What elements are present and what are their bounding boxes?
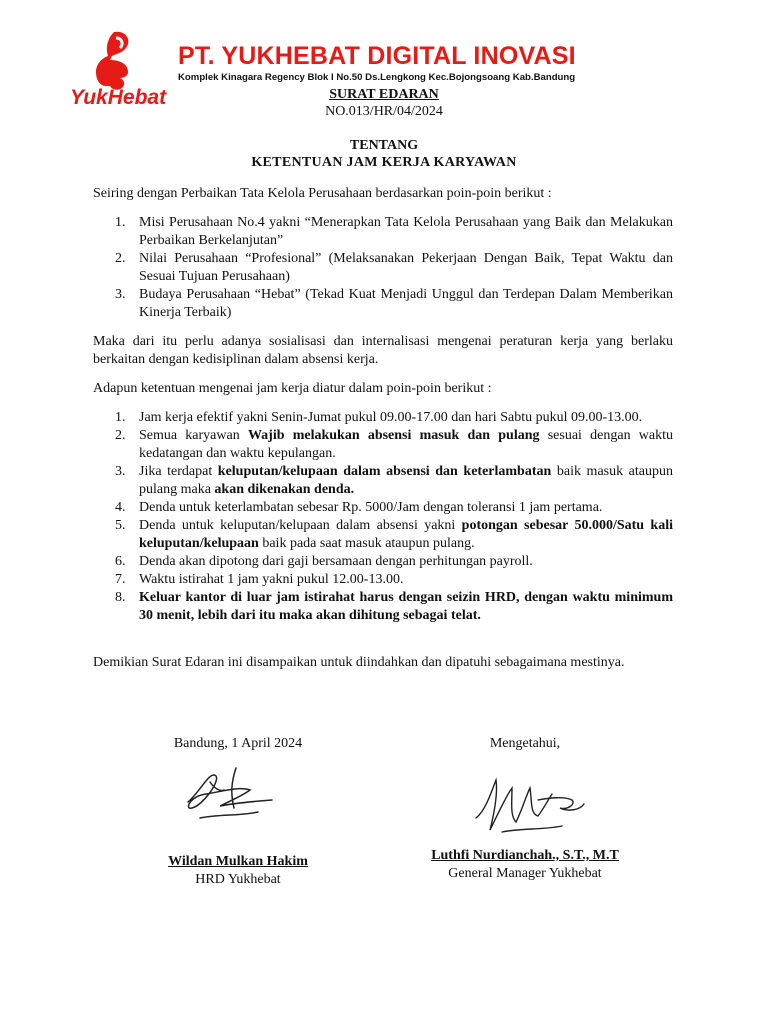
point-item: [93, 286, 673, 322]
bold-text: keluputan/kelupaan dalam absensi dan keterlambatan: [217, 464, 552, 479]
list-number: 3.: [115, 464, 126, 479]
closing-paragraph: Demikian Surat Edaran ini disampaikan untuk diindahkan dan dipatuhi sebagaimana mestinya.: [93, 655, 625, 670]
acknowledged-label: Mengetahui,: [489, 736, 561, 751]
item-text: Jam kerja efektif yakni Senin-Jumat pukul 09.00-17.00 dan hari Sabtu pukul 09.00-13.00.: [139, 410, 643, 425]
list-number: 1.: [115, 215, 126, 230]
list-number: 6.: [115, 554, 126, 569]
rule-item: [93, 517, 673, 553]
item-text: Nilai Perusahaan “Profesional” (Melaksanakan Pekerjaan Dengan Baik, Tepat Waktu dan Sesuai Tujuan Perusahaan): [139, 251, 673, 284]
list-number: 4.: [115, 500, 126, 515]
list-number: 2.: [115, 251, 126, 266]
hrd-signature-image: [180, 762, 280, 834]
paragraph-rules-intro: Adapun ketentuan mengenai jam kerja diatur dalam poin-poin berikut :: [93, 381, 492, 396]
intro-paragraph: Seiring dengan Perbaikan Tata Kelola Perusahaan berdasarkan poin-poin berikut :: [93, 186, 552, 201]
right-signature-block: [415, 735, 635, 753]
list-number: 2.: [115, 428, 126, 443]
paragraph-socialization: Maka dari itu perlu adanya sosialisasi dan internalisasi mengenai peraturan kerja yang berlaku berkaitan dengan kedisiplinan dalam absensi kerja.: [93, 334, 673, 367]
item-text: Jika terdapat: [139, 464, 218, 479]
left-signer: [138, 853, 338, 889]
work-rules-list: [93, 409, 673, 625]
item-text: Denda untuk keterlambatan sebesar Rp. 5000/Jam dengan toleransi 1 jam pertama.: [139, 500, 603, 515]
logo-text: YukHebat: [70, 86, 167, 109]
rule-item: [93, 571, 673, 589]
list-number: 3.: [115, 287, 126, 302]
rule-item: [93, 409, 673, 427]
document-number: NO.013/HR/04/2024: [325, 104, 443, 119]
bold-text: potongan sebesar 50.000/Satu kali keluputan/kelupaan: [139, 518, 673, 551]
gm-name: Luthfi Nurdianchah., S.T., M.T: [431, 848, 619, 863]
item-text: Semua karyawan: [139, 428, 248, 443]
gm-position: General Manager Yukhebat: [448, 866, 602, 881]
right-signer: [405, 847, 645, 883]
place-date: Bandung, 1 April 2024: [173, 736, 303, 751]
rule-item: [93, 589, 673, 625]
bold-text: Keluar kantor di luar jam istirahat harus dengan seizin HRD, dengan waktu minimum 30 menit, lebih dari itu maka akan dihitung sebagai telat.: [139, 590, 673, 623]
about-title: KETENTUAN JAM KERJA KARYAWAN: [251, 155, 517, 170]
hrd-position: HRD Yukhebat: [195, 872, 281, 887]
document-title: SURAT EDARAN: [329, 87, 439, 102]
rule-item: [93, 553, 673, 571]
item-text: baik masuk ataupun pulang maka: [139, 464, 673, 497]
company-name: PT. YUKHEBAT DIGITAL INOVASI: [178, 42, 576, 70]
company-points-list: [93, 214, 673, 322]
rule-item: [93, 427, 673, 463]
bold-text: Wajib melakukan absensi masuk dan pulang: [247, 428, 540, 443]
item-text: Misi Perusahaan No.4 yakni “Menerapkan Tata Kelola Perusahaan yang Baik dan Melakukan Perbaikan Berkelanjutan”: [139, 215, 673, 248]
item-text: sesuai dengan waktu kedatangan dan waktu kepulangan.: [139, 428, 673, 461]
gm-signature-image: [472, 770, 590, 846]
company-address: Komplek Kinagara Regency Blok I No.50 Ds.Lengkong Kec.Bojongsoang Kab.Bandung: [178, 72, 576, 83]
about-label: TENTANG: [349, 138, 419, 153]
list-number: 7.: [115, 572, 126, 587]
point-item: [93, 250, 673, 286]
hrd-name: Wildan Mulkan Hakim: [168, 854, 308, 869]
point-item: [93, 214, 673, 250]
list-number: 1.: [115, 410, 126, 425]
item-text: Waktu istirahat 1 jam yakni pukul 12.00-13.00.: [139, 572, 404, 587]
bold-text: akan dikenakan denda.: [214, 482, 355, 497]
rule-item: [93, 499, 673, 517]
list-number: 5.: [115, 518, 126, 533]
list-number: 8.: [115, 590, 126, 605]
item-text: baik pada saat masuk ataupun pulang.: [258, 536, 475, 551]
item-text: Budaya Perusahaan “Hebat” (Tekad Kuat Menjadi Unggul dan Terdepan Dalam Memberikan Kinerja Terbaik): [139, 287, 673, 320]
left-signature-block: [138, 735, 338, 753]
item-text: Denda untuk keluputan/kelupaan dalam absensi yakni: [139, 518, 462, 533]
item-text: Denda akan dipotong dari gaji bersamaan dengan perhitungan payroll.: [139, 554, 533, 569]
rule-item: [93, 463, 673, 499]
